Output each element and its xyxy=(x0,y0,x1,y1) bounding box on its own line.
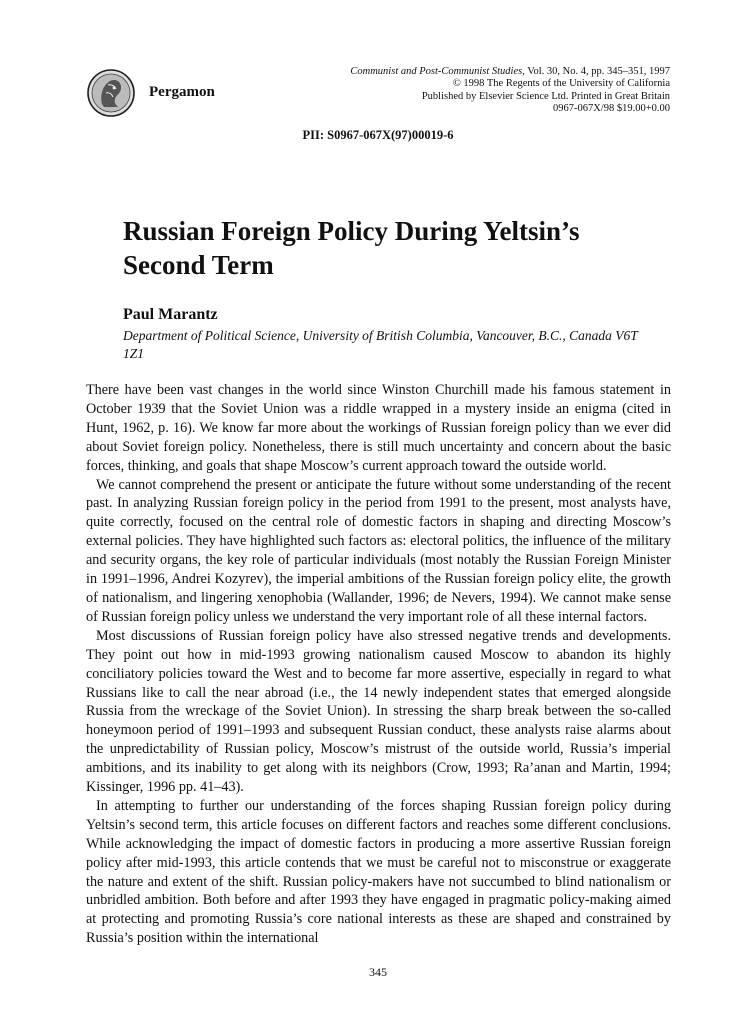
journal-title: Communist and Post-Communist Studies xyxy=(350,66,523,77)
publisher-name: Pergamon xyxy=(149,84,215,100)
author-name: Paul Marantz xyxy=(123,306,218,323)
elsevier-tree-logo xyxy=(86,68,136,118)
pii-identifier: PII: S0967-067X(97)00019-6 xyxy=(302,128,454,142)
journal-line xyxy=(250,66,670,78)
elsevier-tree-logo-icon xyxy=(86,68,136,118)
issn-price-line: 0967-067X/98 $19.00+0.00 xyxy=(552,103,670,115)
published-by-line: Published by Elsevier Science Ltd. Printed in Great Britain xyxy=(421,90,670,102)
article-body xyxy=(86,381,671,948)
journal-citation xyxy=(250,66,670,116)
volume-info: , Vol. 30, No. 4, pp. 345–351, 1997 xyxy=(522,66,670,77)
page-number: 345 xyxy=(369,965,387,979)
copyright-line: © 1998 The Regents of the University of California xyxy=(452,78,670,90)
body-paragraph: Most discussions of Russian foreign policy have also stressed negative trends and developments. They point out how in mid-1993 growing nationalism caused Moscow to abandon its highly conciliatory policies toward the West and to become far more assertive, especially in regard to what Russians like to call the near abroad (i.e., the 14 newly independent states that emerged alongside Russia from the wreckage of the Soviet Union). In stressing the sharp break between the so-called honeymoon period of 1991–1993 and subsequent Russian conduct, these analysts raise alarms about the unpredictability of Russian policy, Moscow’s mistrust of the outside world, Russia’s imperial ambitions, and its inability to get along with its neighbors (Crow, 1993; Ra’anan and Martin, 1994; Kissinger, 1996 pp. 41–43). xyxy=(86,627,671,796)
author-affiliation: Department of Political Science, University of British Columbia, Vancouver, B.C., Canada V6T 1Z1 xyxy=(123,328,638,361)
body-paragraph: There have been vast changes in the world since Winston Churchill made his famous statement in October 1939 that the Soviet Union was a riddle wrapped in a mystery inside an enigma (cited in Hunt, 1962, p. 16). We know far more about the workings of Russian foreign policy than we ever did about Soviet foreign policy. Nonetheless, there is still much uncertainty and concern about the basic forces, thinking, and goals that shape Moscow’s current approach toward the outside world. xyxy=(86,382,671,474)
body-paragraph: We cannot comprehend the present or anticipate the future without some understanding of the recent past. In analyzing Russian foreign policy in the period from 1991 to the present, most analysts have, quite correctly, focused on the central role of domestic factors in shaping and directing Moscow’s external policies. They have highlighted such factors as: electoral politics, the influence of the military and security organs, the key role of particular individuals (most notably the Russian Foreign Minister in 1991–1996, Andrei Kozyrev), the imperial ambitions of the Russian foreign policy elite, the growth of nationalism, and lingering xenophobia (Wallander, 1996; de Nevers, 1994). We cannot make sense of Russian foreign policy unless we understand the very important role of all these internal factors. xyxy=(86,476,671,625)
body-paragraph: In attempting to further our understanding of the forces shaping Russian foreign policy during Yeltsin’s second term, this article focuses on different factors and reaches some different conclusions. While acknowledging the impact of domestic factors in producing a more assertive Russian foreign policy after mid-1993, this article contends that we must be careful not to misconstrue or exaggerate the nature and extent of the shift. Russian policy-makers have not succumbed to blind nationalism or unbridled ambition. Both before and after 1993 they have engaged in pragmatic policy-making aimed at protecting and promoting Russia’s core national interests as these are shaped and constrained by Russia’s position within the international xyxy=(86,797,671,947)
article-title: Russian Foreign Policy During Yeltsin’s Second Term xyxy=(123,216,580,280)
